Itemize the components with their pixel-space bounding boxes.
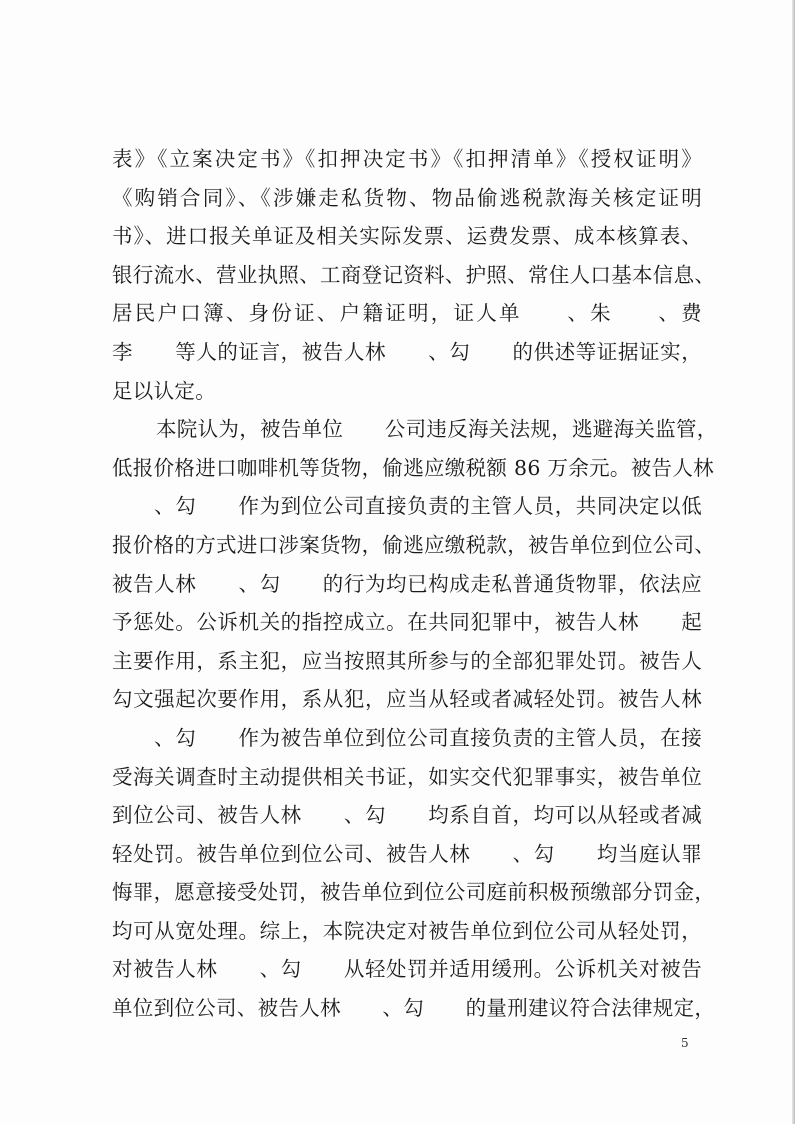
text-line: 《购销合同》、《涉嫌走私货物、物品偷逃税款海关核定证明 <box>112 185 702 210</box>
text-line: 李 等人的证言，被告人林 、勾 的供述等证据证实， <box>112 339 702 364</box>
text-line: 予惩处。公诉机关的指控成立。在共同犯罪中，被告人林 起 <box>112 610 702 635</box>
text-line: 书》、进口报关单证及相关实际发票、运费发票、成本核算表、 <box>112 224 702 249</box>
paragraph-evidence <box>112 140 716 410</box>
text-line: 被告人林 、勾 的行为均已构成走私普通货物罪，依法应 <box>112 571 702 596</box>
page-number: 5 <box>681 1036 689 1050</box>
text-line: 表》《立案决定书》《扣押决定书》《扣押清单》《授权证明》 <box>112 147 702 171</box>
text-line: 对被告人林 、勾 从轻处罚并适用缓刑。公诉机关对被告 <box>112 957 702 982</box>
text-line: 悔罪，愿意接受处罚，被告单位到位公司庭前积极预缴部分罚金， <box>112 880 716 905</box>
text-line: 到位公司、被告人林 、勾 均系自首，均可以从轻或者减 <box>112 803 702 828</box>
text-line: 受海关调查时主动提供相关书证，如实交代犯罪事实，被告单位 <box>112 764 702 789</box>
text-line: 足以认定。 <box>112 378 216 403</box>
text-line: 勾文强起次要作用，系从犯，应当从轻或者减轻处罚。被告人林 <box>112 687 702 712</box>
text-line: 报价格的方式进口涉案货物，偷逃应缴税款，被告单位到位公司、 <box>112 532 716 557</box>
text-line: 均可从宽处理。综上，本院决定对被告单位到位公司从轻处罚， <box>112 918 702 943</box>
text-line: 居民户口簿、身份证、户籍证明，证人单 、朱 、费 <box>112 301 702 326</box>
text-line: 主要作用，系主犯，应当按照其所参与的全部犯罪处罚。被告人 <box>112 648 702 673</box>
text-line: 银行流水、营业执照、工商登记资料、护照、常住人口基本信息、 <box>112 262 716 287</box>
text-line: 、勾 作为被告单位到位公司直接负责的主管人员，在接 <box>112 725 702 750</box>
text-line: 本院认为，被告单位 公司违反海关法规，逃避海关监管， <box>156 417 718 442</box>
text-line: 、勾 作为到位公司直接负责的主管人员，共同决定以低 <box>112 494 702 519</box>
paragraph-court-opinion <box>112 410 718 1028</box>
text-line: 轻处罚。被告单位到位公司、被告人林 、勾 均当庭认罪 <box>112 841 702 866</box>
text-line: 单位到位公司、被告人林 、勾 的量刑建议符合法律规定， <box>112 996 716 1021</box>
body-text <box>112 140 718 1028</box>
text-line: 低报价格进口咖啡机等货物，偷逃应缴税额 86 万余元。被告人林 <box>112 455 714 480</box>
